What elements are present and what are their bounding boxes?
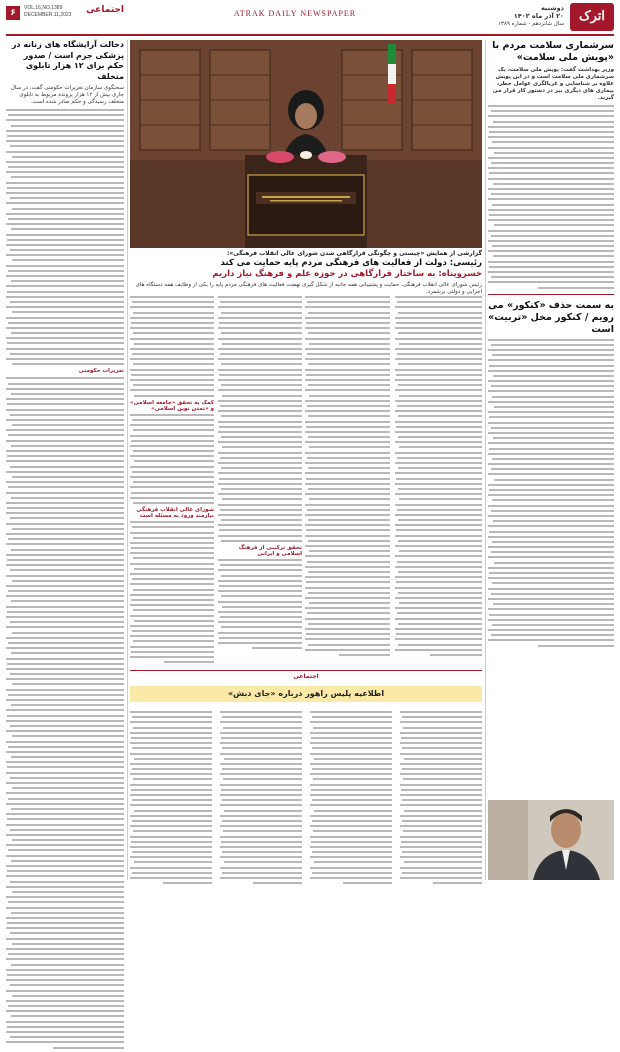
right-article-body <box>488 105 614 289</box>
newspaper-logo: اترک <box>570 3 614 31</box>
left-lead: سخنگوی سازمان تعزیرات حکومتی گفت: در سال جاری بیش از ۱۲ هزار پرونده مربوط به تابلوی متخلف رسیدگی و حکم صادر شده است. <box>10 85 124 105</box>
main-subhead-1: کمک به تحقق «جامعه اسلامی» و «تمدن نوین اسلامی» <box>130 399 214 412</box>
date-block <box>494 5 564 28</box>
box-section-tag: اجتماعی <box>293 673 319 680</box>
left-article-body <box>6 109 124 365</box>
box-title: اطلاعیه پلیس راهور درباره «جای دبش» <box>130 686 482 702</box>
right-lead: وزیر بهداشت گفت: پویش ملی سلامت، یک سرشماری ملی سلامت است و در این پویش علاوه بر شناسایی و غربالگری عوامل خطر، بیماری های دیگری نیز در دستور کار قرار می گیرند. <box>492 67 614 101</box>
header-right <box>494 3 614 33</box>
main-column-3 <box>218 296 302 652</box>
issue-number: سال شانزدهم - شماره ۱۳۸۹ <box>498 21 564 27</box>
box-body <box>130 708 482 887</box>
main-title: رئیسی: دولت از فعالیت های فرهنگی مردم پایه حمایت می کند <box>220 258 482 268</box>
volume-text: VOL.16,NO.1389 <box>24 5 63 11</box>
right-article-2-body <box>488 339 614 647</box>
main-caption <box>130 250 482 296</box>
left-headline: دخالت آرایشگاه های زنانه در پزشکی جرم است / صدور حکم برای ۱۲ هزار تابلوی متخلف <box>11 40 124 81</box>
main-lead: رئیس شورای عالی انقلاب فرهنگی، حمایت و پشتیبانی همه جانبه از شکل گیری نهضت فعالیت های فرهنگی مردم پایه را یکی از وظایف همه دستگاه های اجرایی و دولتی برشمرد. <box>135 282 482 295</box>
box-rule <box>130 670 482 671</box>
main-subtitle: خسروپناه: به ساختار قرارگاهی در حوزه علم و فرهنگ نیاز داریم <box>212 269 482 279</box>
main-column-2 <box>305 296 390 659</box>
masthead: ATRAK DAILY NEWSPAPER <box>233 9 357 18</box>
header-rule <box>6 34 614 36</box>
english-date: DECEMBER.11,2023 <box>24 11 72 18</box>
issue-info <box>24 5 84 18</box>
persian-date: ۲۰ آذر ماه ۱۴۰۲ <box>513 12 564 20</box>
portrait-photo <box>488 800 614 880</box>
main-kicker: گزارشی از همایش «چیستی و چگونگی قرارگاهی شدن شورای عالی انقلاب فرهنگی»: <box>226 250 482 257</box>
main-column-1 <box>395 296 482 659</box>
left-article-body-2 <box>6 377 124 1048</box>
right-headline-2: به سمت حذف «کنکور» می رویم / کنکور مخل «تربیت» است <box>488 299 614 335</box>
right-headline: سرشماری سلامت مردم با «پویش ملی سلامت» <box>492 40 614 63</box>
left-subhead: تعزیرات حکومتی <box>78 368 124 375</box>
header-left <box>6 5 124 31</box>
column-divider-left <box>127 40 128 880</box>
main-subhead-2: شورای عالی انقلاب فرهنگی نیازمند ورود به مسئله است <box>136 507 214 520</box>
section-label: اجتماعی <box>86 5 124 15</box>
left-column <box>6 40 124 1052</box>
day-name: دوشنبه <box>540 4 564 12</box>
main-photo <box>130 40 482 248</box>
page-number: ۶ <box>6 6 20 20</box>
right-column <box>488 40 614 650</box>
column-divider-right <box>485 40 486 880</box>
right-divider <box>488 294 614 295</box>
main-column-4 <box>130 296 214 666</box>
main-subhead-3: تحقق ترکیبی از فرهنگ اسلامی و ایرانی <box>238 545 302 557</box>
